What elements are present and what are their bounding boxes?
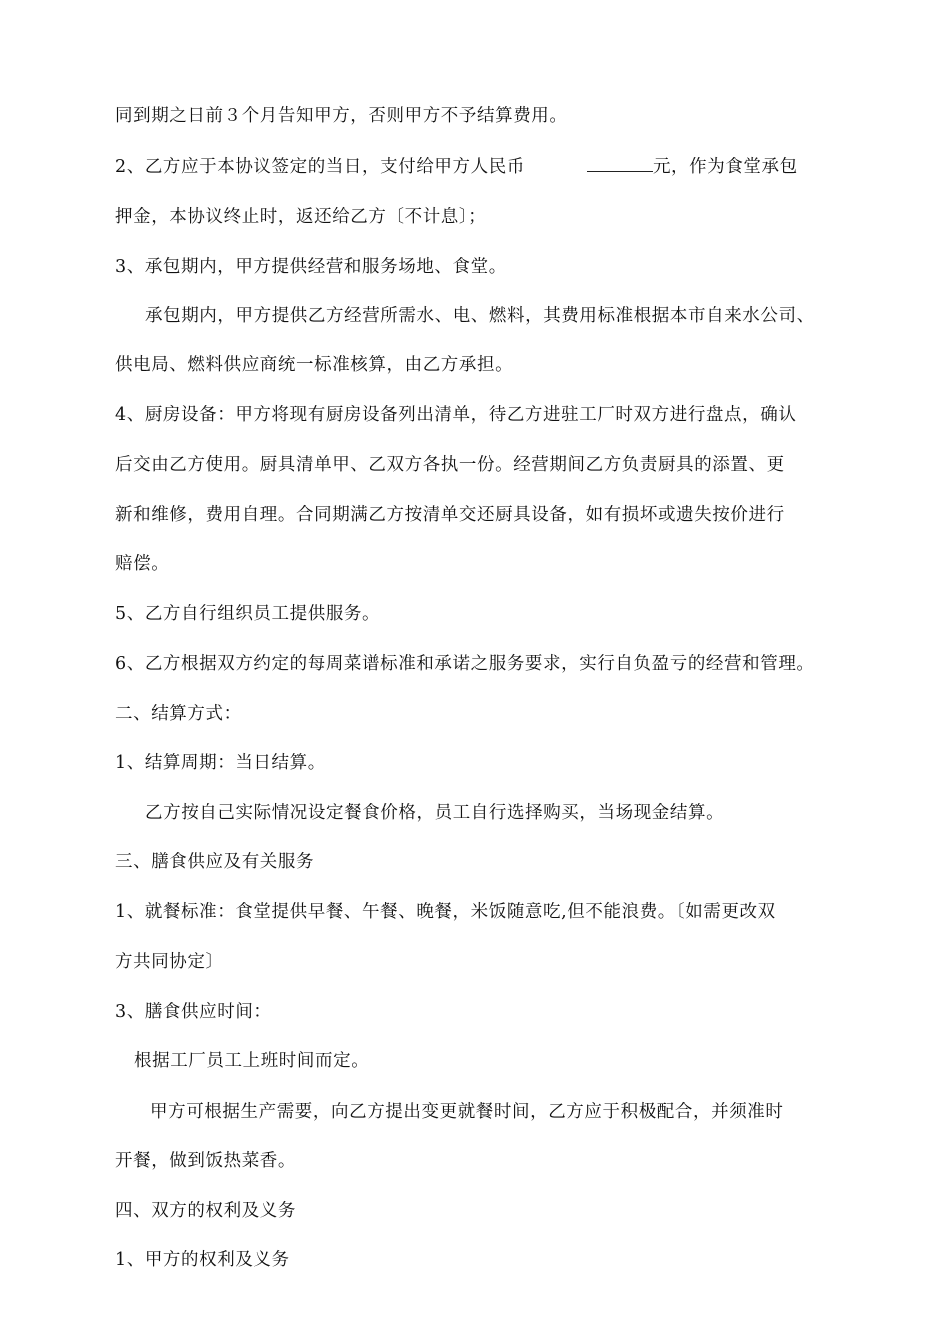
paragraph-line: 3、膳食供应时间： — [115, 1002, 272, 1022]
paragraph-line: 新和维修，费用自理。合同期满乙方按清单交还厨具设备，如有损坏或遗失按价进行 — [115, 505, 785, 525]
deposit-text-before: 2、乙方应于本协议签定的当日，支付给甲方人民币 — [115, 157, 525, 177]
section-heading: 三、膳食供应及有关服务 — [115, 852, 315, 872]
paragraph-line: 赔偿。 — [115, 554, 170, 574]
paragraph-line: 1、就餐标准：食堂提供早餐、午餐、晚餐，米饭随意吃,但不能浪费。〔如需更改双 — [115, 902, 776, 922]
paragraph-line: 5、乙方自行组织员工提供服务。 — [115, 604, 381, 624]
deposit-text-after: 元，作为食堂承包 — [652, 157, 798, 177]
subsection-heading: 1、甲方的权利及义务 — [115, 1250, 290, 1270]
paragraph-line-deposit — [115, 154, 798, 179]
paragraph-line: 供电局、燃料供应商统一标准核算，由乙方承担。 — [115, 355, 514, 375]
paragraph-line: 承包期内，甲方提供乙方经营所需水、电、燃料，其费用标准根据本市自来水公司、 — [145, 306, 815, 326]
deposit-amount-blank — [587, 154, 653, 172]
paragraph-line: 方共同协定〕 — [115, 952, 224, 972]
paragraph-line: 4、厨房设备：甲方将现有厨房设备列出清单，待乙方进驻工厂时双方进行盘点，确认 — [115, 405, 797, 425]
paragraph-line: 6、乙方根据双方约定的每周菜谱标准和承诺之服务要求，实行自负盈亏的经营和管理。 — [115, 654, 815, 674]
paragraph-line: 同到期之日前３个月告知甲方，否则甲方不予结算费用。 — [115, 106, 568, 126]
paragraph-line: 1、结算周期：当日结算。 — [115, 753, 326, 773]
section-heading: 二、结算方式： — [115, 704, 242, 724]
paragraph-line: 甲方可根据生产需要，向乙方提出变更就餐时间，乙方应于积极配合，并须准时 — [150, 1102, 784, 1122]
paragraph-line: 开餐，做到饭热菜香。 — [115, 1151, 296, 1171]
section-heading: 四、双方的权利及义务 — [115, 1201, 296, 1221]
paragraph-line: 后交由乙方使用。厨具清单甲、乙双方各执一份。经营期间乙方负责厨具的添置、更 — [115, 455, 785, 475]
paragraph-line: 3、承包期内，甲方提供经营和服务场地、食堂。 — [115, 257, 507, 277]
paragraph-line: 乙方按自己实际情况设定餐食价格，员工自行选择购买，当场现金结算。 — [145, 803, 725, 823]
paragraph-line: 押金，本协议终止时，返还给乙方〔不计息〕； — [115, 207, 487, 227]
paragraph-line: 根据工厂员工上班时间而定。 — [134, 1051, 370, 1071]
